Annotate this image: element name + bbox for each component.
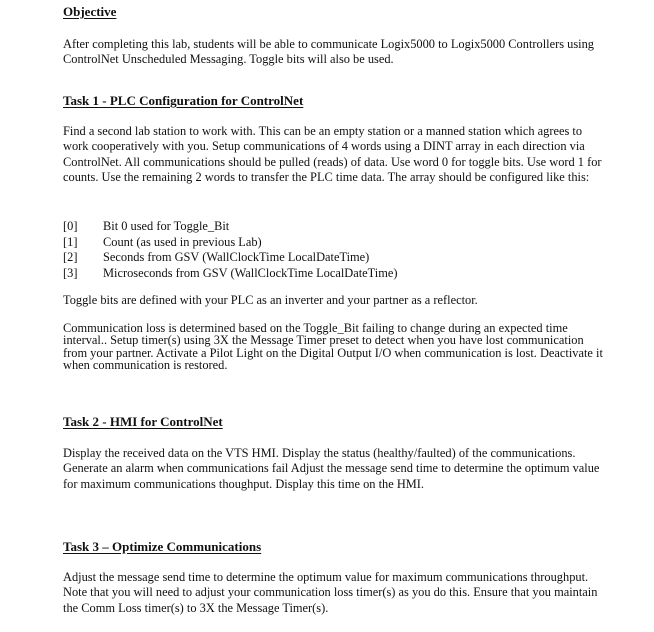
task1-intro-paragraph: Find a second lab station to work with. This can be an empty station or a manned station which agrees to work cooperatively with you. Setup communications of 4 words using a DINT array in each direction via ControlNet. All communications should be pulled (reads) of data. Use word 0 for toggle bits. Use word 1 for counts. Use the remaining 2 words to transfer the PLC time data. The array should be configured like this: (63, 124, 602, 184)
task3-paragraph: Adjust the message send time to determine the optimum value for maximum communications throughput. Note that you will need to adjust your communication loss timer(s) as you do this. Ensure that you maintain the Comm Loss timer(s) to 3X the Message Timer(s). (63, 570, 598, 615)
task2-paragraph: Display the received data on the VTS HMI. Display the status (healthy/faulted) of the communications. Generate an alarm when communications fail Adjust the message send time to determine the optimum value for maximum communications thoughput. Display this time on the HMI. (63, 446, 600, 491)
task3-heading: Task 3 – Optimize Communications (63, 539, 262, 554)
objective-paragraph: After completing this lab, students will be able to communicate Logix5000 to Logix5000 Controllers using ControlNet Unscheduled Messaging. Toggle bits will also be used. (63, 37, 594, 67)
task2-heading: Task 2 - HMI for ControlNet (63, 414, 223, 429)
list-item (63, 250, 603, 266)
task1-heading: Task 1 - PLC Configuration for ControlNet (63, 93, 304, 108)
comm-loss-paragraph: Communication loss is determined based on the Toggle_Bit failing to change during an expected time interval.. Setup timer(s) using 3X the Message Timer preset to detect when you have lost communication from your partner. Activate a Pilot Light on the Digital Output I/O when communication is lost. Deactivate it when communication is restored. (63, 321, 603, 373)
array-description: Count (as used in previous Lab) (103, 234, 262, 249)
list-item (63, 266, 603, 282)
list-item (63, 235, 603, 251)
objective-heading: Objective (63, 4, 117, 19)
array-index: [1] (63, 234, 78, 249)
dint-array-list (63, 219, 603, 281)
array-index: [3] (63, 265, 78, 280)
array-description: Bit 0 used for Toggle_Bit (103, 219, 230, 233)
toggle-bits-paragraph: Toggle bits are defined with your PLC as an inverter and your partner as a reflector. (63, 293, 478, 307)
array-index: [2] (63, 250, 78, 265)
array-index: [0] (63, 219, 78, 233)
list-item (63, 219, 603, 235)
array-description: Microseconds from GSV (WallClockTime LocalDateTime) (103, 265, 398, 280)
array-description: Seconds from GSV (WallClockTime LocalDateTime) (103, 250, 370, 265)
